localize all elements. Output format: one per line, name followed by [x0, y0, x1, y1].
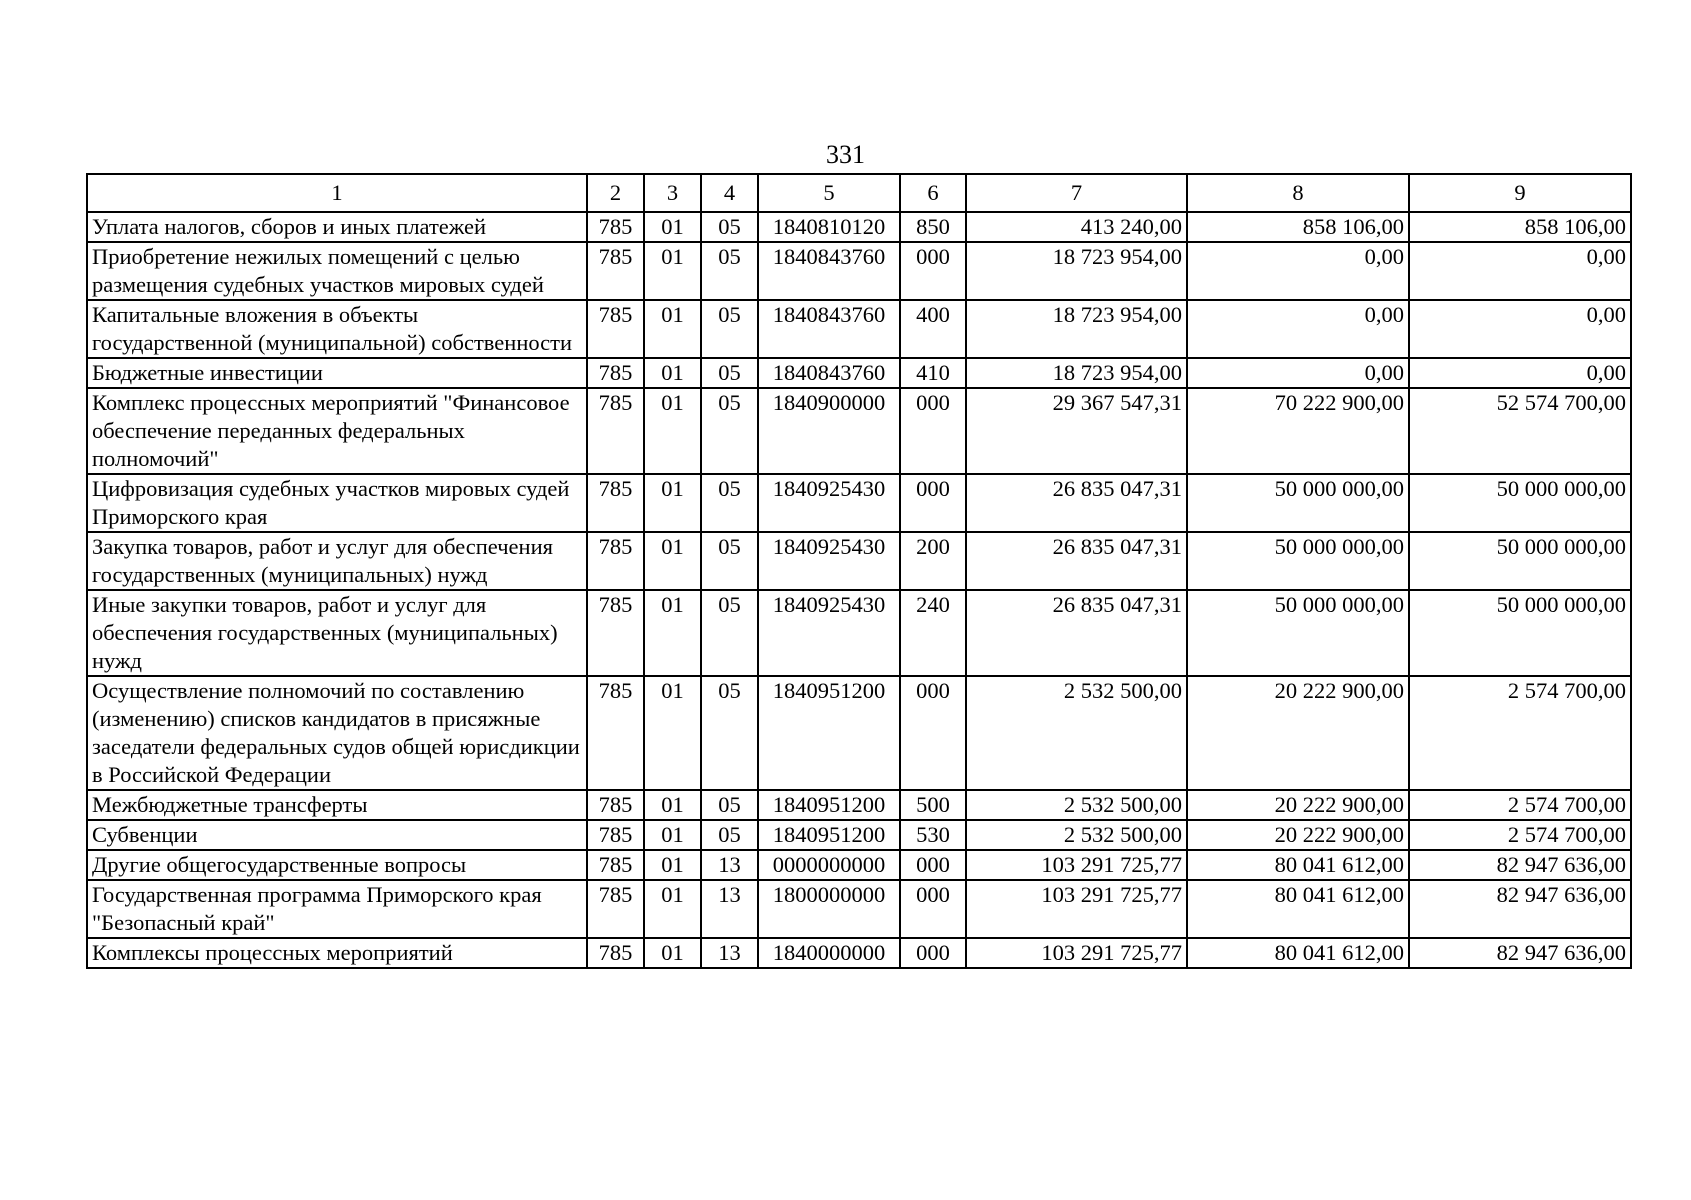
table-row [87, 880, 1631, 938]
amount-cell: 2 574 700,00 [1409, 676, 1631, 790]
code-cell: 01 [644, 820, 701, 850]
row-name: Осуществление полномочий по составлению (изменению) списков кандидатов в присяжные заседатели федеральных судов общей юрисдикции в Российской Федерации [87, 676, 587, 790]
code-cell: 785 [587, 300, 644, 358]
row-name: Уплата налогов, сборов и иных платежей [87, 212, 587, 242]
code-cell: 000 [900, 676, 966, 790]
code-cell: 1840951200 [758, 820, 900, 850]
amount-cell: 0,00 [1187, 242, 1409, 300]
amount-cell: 50 000 000,00 [1409, 590, 1631, 676]
row-name: Комплекс процессных мероприятий "Финансовое обеспечение переданных федеральных полномочий" [87, 388, 587, 474]
code-cell: 05 [701, 532, 758, 590]
code-cell: 785 [587, 790, 644, 820]
code-cell: 000 [900, 880, 966, 938]
header-cell: 1 [87, 174, 587, 212]
row-name: Иные закупки товаров, работ и услуг для обеспечения государственных (муниципальных) нужд [87, 590, 587, 676]
code-cell: 000 [900, 242, 966, 300]
code-cell: 1840000000 [758, 938, 900, 968]
code-cell: 05 [701, 212, 758, 242]
header-cell: 4 [701, 174, 758, 212]
code-cell: 1840843760 [758, 358, 900, 388]
header-cell: 2 [587, 174, 644, 212]
amount-cell: 2 574 700,00 [1409, 820, 1631, 850]
amount-cell: 0,00 [1187, 358, 1409, 388]
header-row [87, 174, 1631, 212]
code-cell: 05 [701, 242, 758, 300]
code-cell: 785 [587, 358, 644, 388]
table-row [87, 532, 1631, 590]
code-cell: 05 [701, 590, 758, 676]
code-cell: 785 [587, 532, 644, 590]
code-cell: 785 [587, 474, 644, 532]
table-row [87, 388, 1631, 474]
header-cell: 6 [900, 174, 966, 212]
code-cell: 1840843760 [758, 242, 900, 300]
code-cell: 200 [900, 532, 966, 590]
amount-cell: 20 222 900,00 [1187, 676, 1409, 790]
code-cell: 1840925430 [758, 532, 900, 590]
amount-cell: 26 835 047,31 [966, 590, 1187, 676]
amount-cell: 18 723 954,00 [966, 358, 1187, 388]
table-row [87, 590, 1631, 676]
amount-cell: 2 574 700,00 [1409, 790, 1631, 820]
code-cell: 13 [701, 938, 758, 968]
table-body [87, 212, 1631, 968]
code-cell: 1840951200 [758, 790, 900, 820]
amount-cell: 0,00 [1409, 300, 1631, 358]
code-cell: 1800000000 [758, 880, 900, 938]
row-name: Субвенции [87, 820, 587, 850]
amount-cell: 50 000 000,00 [1187, 590, 1409, 676]
table-row [87, 938, 1631, 968]
row-name: Бюджетные инвестиции [87, 358, 587, 388]
row-name: Межбюджетные трансферты [87, 790, 587, 820]
code-cell: 13 [701, 880, 758, 938]
amount-cell: 0,00 [1187, 300, 1409, 358]
table-row [87, 820, 1631, 850]
amount-cell: 103 291 725,77 [966, 938, 1187, 968]
row-name: Капитальные вложения в объекты государственной (муниципальной) собственности [87, 300, 587, 358]
code-cell: 01 [644, 388, 701, 474]
code-cell: 850 [900, 212, 966, 242]
code-cell: 05 [701, 300, 758, 358]
amount-cell: 413 240,00 [966, 212, 1187, 242]
amount-cell: 70 222 900,00 [1187, 388, 1409, 474]
code-cell: 785 [587, 388, 644, 474]
table-row [87, 300, 1631, 358]
code-cell: 0000000000 [758, 850, 900, 880]
table-row [87, 790, 1631, 820]
code-cell: 01 [644, 242, 701, 300]
row-name: Комплексы процессных мероприятий [87, 938, 587, 968]
code-cell: 1840925430 [758, 590, 900, 676]
amount-cell: 50 000 000,00 [1187, 474, 1409, 532]
amount-cell: 50 000 000,00 [1409, 474, 1631, 532]
amount-cell: 103 291 725,77 [966, 850, 1187, 880]
amount-cell: 52 574 700,00 [1409, 388, 1631, 474]
amount-cell: 82 947 636,00 [1409, 850, 1631, 880]
amount-cell: 858 106,00 [1409, 212, 1631, 242]
code-cell: 01 [644, 532, 701, 590]
amount-cell: 50 000 000,00 [1187, 532, 1409, 590]
row-name: Государственная программа Приморского края "Безопасный край" [87, 880, 587, 938]
code-cell: 785 [587, 938, 644, 968]
page-number: 331 [826, 140, 865, 169]
amount-cell: 2 532 500,00 [966, 676, 1187, 790]
row-name: Цифровизация судебных участков мировых судей Приморского края [87, 474, 587, 532]
code-cell: 785 [587, 676, 644, 790]
code-cell: 01 [644, 590, 701, 676]
code-cell: 240 [900, 590, 966, 676]
amount-cell: 26 835 047,31 [966, 532, 1187, 590]
header-cell: 8 [1187, 174, 1409, 212]
row-name: Другие общегосударственные вопросы [87, 850, 587, 880]
amount-cell: 80 041 612,00 [1187, 850, 1409, 880]
code-cell: 785 [587, 820, 644, 850]
code-cell: 785 [587, 880, 644, 938]
code-cell: 01 [644, 938, 701, 968]
amount-cell: 858 106,00 [1187, 212, 1409, 242]
header-cell: 9 [1409, 174, 1631, 212]
code-cell: 01 [644, 474, 701, 532]
amount-cell: 18 723 954,00 [966, 242, 1187, 300]
table-row [87, 676, 1631, 790]
code-cell: 13 [701, 850, 758, 880]
table-row [87, 212, 1631, 242]
code-cell: 01 [644, 880, 701, 938]
table-row [87, 358, 1631, 388]
code-cell: 05 [701, 474, 758, 532]
code-cell: 01 [644, 300, 701, 358]
code-cell: 1840810120 [758, 212, 900, 242]
code-cell: 05 [701, 820, 758, 850]
amount-cell: 26 835 047,31 [966, 474, 1187, 532]
header-cell: 7 [966, 174, 1187, 212]
amount-cell: 20 222 900,00 [1187, 790, 1409, 820]
header-cell: 5 [758, 174, 900, 212]
row-name: Закупка товаров, работ и услуг для обеспечения государственных (муниципальных) нужд [87, 532, 587, 590]
code-cell: 05 [701, 388, 758, 474]
amount-cell: 29 367 547,31 [966, 388, 1187, 474]
code-cell: 785 [587, 212, 644, 242]
amount-cell: 82 947 636,00 [1409, 938, 1631, 968]
code-cell: 400 [900, 300, 966, 358]
code-cell: 01 [644, 212, 701, 242]
code-cell: 01 [644, 676, 701, 790]
code-cell: 05 [701, 790, 758, 820]
code-cell: 05 [701, 676, 758, 790]
amount-cell: 2 532 500,00 [966, 790, 1187, 820]
code-cell: 1840843760 [758, 300, 900, 358]
table-row [87, 850, 1631, 880]
code-cell: 785 [587, 850, 644, 880]
amount-cell: 18 723 954,00 [966, 300, 1187, 358]
amount-cell: 80 041 612,00 [1187, 938, 1409, 968]
amount-cell: 82 947 636,00 [1409, 880, 1631, 938]
code-cell: 000 [900, 388, 966, 474]
amount-cell: 103 291 725,77 [966, 880, 1187, 938]
code-cell: 1840951200 [758, 676, 900, 790]
row-name: Приобретение нежилых помещений с целью размещения судебных участков мировых судей [87, 242, 587, 300]
amount-cell: 2 532 500,00 [966, 820, 1187, 850]
amount-cell: 80 041 612,00 [1187, 880, 1409, 938]
code-cell: 000 [900, 474, 966, 532]
amount-cell: 50 000 000,00 [1409, 532, 1631, 590]
amount-cell: 20 222 900,00 [1187, 820, 1409, 850]
code-cell: 410 [900, 358, 966, 388]
header-cell: 3 [644, 174, 701, 212]
code-cell: 1840900000 [758, 388, 900, 474]
code-cell: 785 [587, 590, 644, 676]
code-cell: 1840925430 [758, 474, 900, 532]
code-cell: 000 [900, 850, 966, 880]
code-cell: 785 [587, 242, 644, 300]
amount-cell: 0,00 [1409, 242, 1631, 300]
table-row [87, 474, 1631, 532]
code-cell: 01 [644, 358, 701, 388]
table-row [87, 242, 1631, 300]
code-cell: 500 [900, 790, 966, 820]
budget-table [86, 173, 1632, 969]
code-cell: 05 [701, 358, 758, 388]
code-cell: 000 [900, 938, 966, 968]
code-cell: 530 [900, 820, 966, 850]
amount-cell: 0,00 [1409, 358, 1631, 388]
code-cell: 01 [644, 850, 701, 880]
code-cell: 01 [644, 790, 701, 820]
